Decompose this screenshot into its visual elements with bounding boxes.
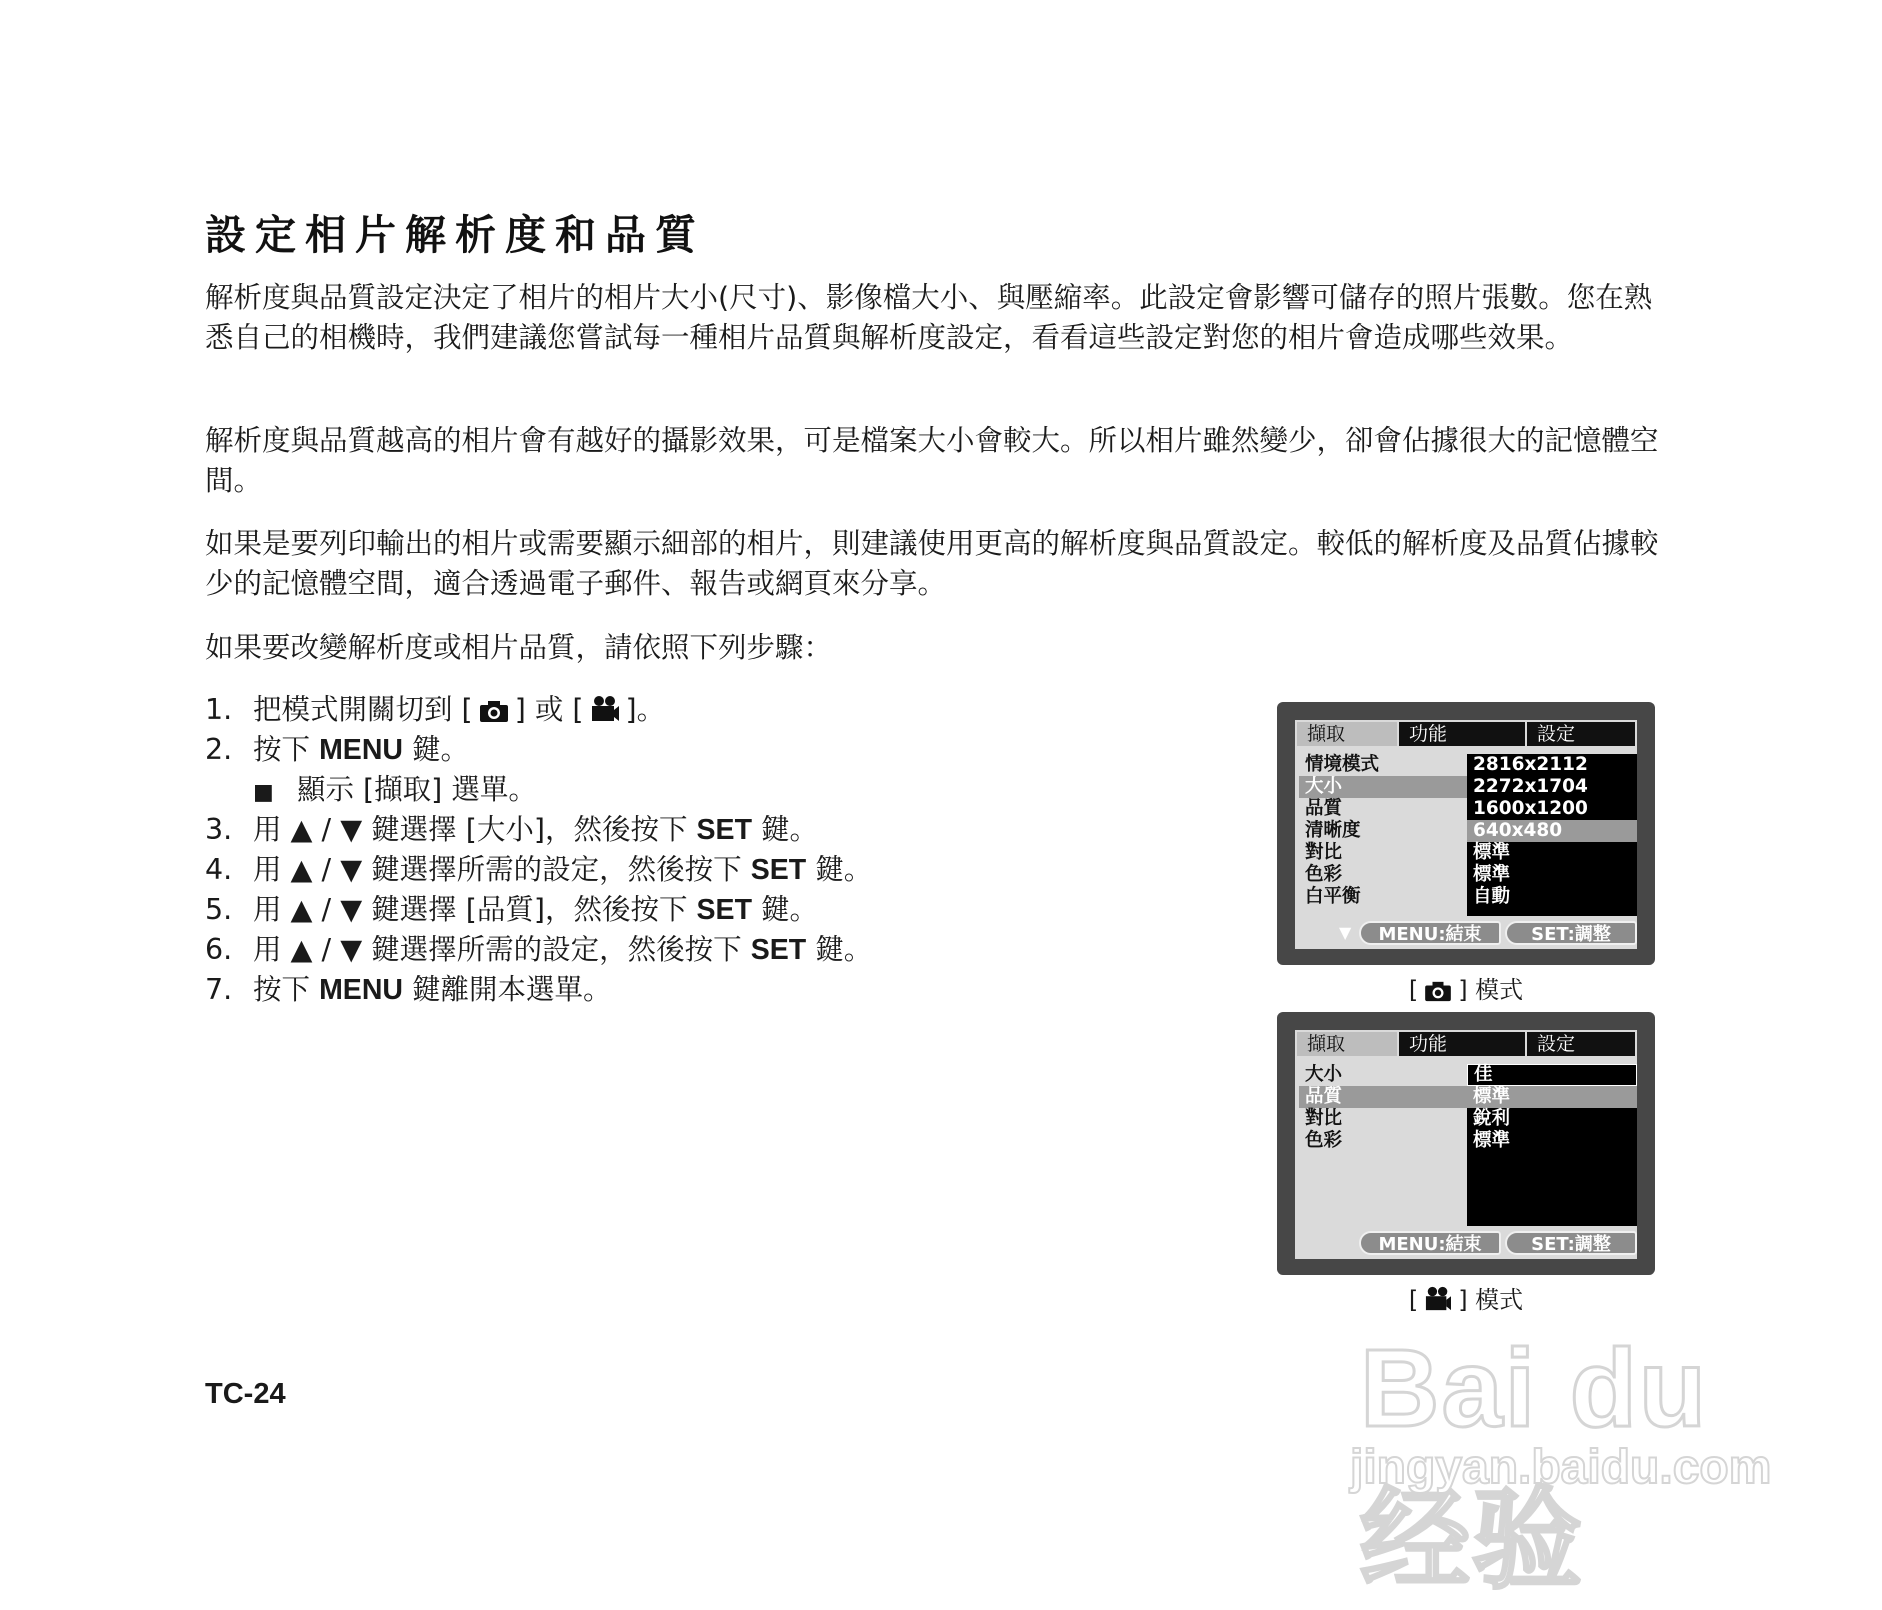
menu-item-size[interactable]: 大小 xyxy=(1299,776,1467,798)
caption-photo-mode xyxy=(1277,970,1655,1008)
step-text: 按下 xyxy=(253,973,320,1006)
menu-key-label: MENU xyxy=(319,974,403,1006)
set-key-label: SET xyxy=(750,854,807,886)
step-text: 鍵。 xyxy=(751,813,819,846)
menu-exit-hint: MENU:結束 xyxy=(1359,1231,1501,1255)
menu-tabs xyxy=(1295,1030,1637,1060)
paragraph-intro: 解析度與品質設定決定了相片的相片大小(尺寸)、影像檔大小、與壓縮率。此設定會影響可儲存的照片張數。您在熟悉自己的相機時，我們建議您嘗試每一種相片品質與解析度設定，看看這些設定對您的相片會造成哪些效果。 xyxy=(205,281,1653,354)
camera-lcd-video-mode xyxy=(1277,1012,1655,1275)
step-text: 鍵。 xyxy=(806,853,873,886)
option-640x480[interactable]: 640x480 xyxy=(1467,820,1637,842)
menu-item-contrast[interactable]: 對比 xyxy=(1305,1108,1343,1129)
step-number: 5. xyxy=(205,893,233,926)
step-5 xyxy=(205,890,1205,930)
step-number: 1. xyxy=(205,693,233,726)
step-text: 鍵離開本選單。 xyxy=(402,973,612,1006)
paragraph-quality: 解析度與品質越高的相片會有越好的攝影效果，可是檔案大小會較大。所以相片雖然變少，卻會佔據很大的記憶體空間。 xyxy=(205,424,1659,497)
step-text: 把模式開關切到 [ xyxy=(253,693,473,726)
step-number: 6. xyxy=(205,933,233,966)
step-text: 鍵。 xyxy=(751,893,819,926)
menu-item-size[interactable]: 大小 xyxy=(1305,1064,1343,1085)
menu-item-quality[interactable]: 品質 xyxy=(1299,1086,1467,1108)
tab-capture[interactable]: 擷取 xyxy=(1297,722,1397,746)
menu-footer xyxy=(1295,1229,1637,1259)
menu-panel xyxy=(1295,720,1637,949)
option-contrast-value: 銳利 xyxy=(1473,1108,1511,1129)
step-3 xyxy=(205,810,1205,850)
menu-option-list xyxy=(1467,754,1637,916)
option-size-value[interactable]: 佳 xyxy=(1467,1064,1637,1086)
step-text: 鍵。 xyxy=(402,733,470,766)
camera-icon xyxy=(479,694,509,734)
step-6 xyxy=(205,930,1205,970)
step-number: 2. xyxy=(205,733,233,766)
step-2 xyxy=(205,730,1205,770)
baidu-watermark xyxy=(1350,1300,1790,1602)
step-7 xyxy=(205,970,1205,1010)
step-text: 用 ▲ / ▼ 鍵選擇 [品質]，然後按下 xyxy=(253,893,697,926)
step-number: 4. xyxy=(205,853,233,886)
watermark-url: jingyan.baidu.com xyxy=(1350,1441,1772,1494)
menu-key-label: MENU xyxy=(319,734,403,766)
option-2272x1704[interactable]: 2272x1704 xyxy=(1473,776,1588,797)
step-2-result xyxy=(205,770,1205,810)
step-number: 3. xyxy=(205,813,233,846)
step-4 xyxy=(205,850,1205,890)
menu-item-white-balance[interactable]: 白平衡 xyxy=(1305,886,1361,907)
step-text: ]。 xyxy=(625,693,666,726)
caption-text: ] 模式 xyxy=(1458,976,1524,1004)
tab-function[interactable]: 功能 xyxy=(1399,1032,1525,1056)
paragraph-steps-intro: 如果要改變解析度或相片品質，請依照下列步驟： xyxy=(205,631,833,664)
tab-setup[interactable]: 設定 xyxy=(1527,722,1635,746)
paragraph-recommendation: 如果是要列印輸出的相片或需要顯示細部的相片，則建議使用更高的解析度與品質設定。較低的解析度及品質佔據較少的記憶體空間，適合透過電子郵件、報告或網頁來分享。 xyxy=(205,527,1659,600)
set-adjust-hint: SET:調整 xyxy=(1505,921,1637,945)
set-key-label: SET xyxy=(750,934,807,966)
option-white-balance-value: 自動 xyxy=(1473,886,1511,907)
menu-item-color[interactable]: 色彩 xyxy=(1305,1130,1343,1151)
video-camera-icon xyxy=(590,694,620,734)
page-number: TC-24 xyxy=(205,1378,286,1410)
menu-item-color[interactable]: 色彩 xyxy=(1305,864,1343,885)
page-title: 設定相片解析度和品質 xyxy=(205,211,705,259)
tab-capture[interactable]: 擷取 xyxy=(1297,1032,1397,1056)
camera-lcd-photo-mode xyxy=(1277,702,1655,965)
step-1 xyxy=(205,690,1205,730)
menu-item-list xyxy=(1299,754,1467,908)
caption-bracket: [ xyxy=(1408,1286,1419,1314)
step-text: 用 ▲ / ▼ 鍵選擇所需的設定，然後按下 xyxy=(253,933,751,966)
menu-item-scene-mode[interactable]: 情境模式 xyxy=(1305,754,1380,775)
option-color-value: 標準 xyxy=(1473,864,1511,885)
menu-item-quality[interactable]: 品質 xyxy=(1305,798,1343,819)
menu-tabs xyxy=(1295,720,1637,750)
step-number: 7. xyxy=(205,973,233,1006)
set-key-label: SET xyxy=(696,814,752,846)
step-text: 用 ▲ / ▼ 鍵選擇所需的設定，然後按下 xyxy=(253,853,751,886)
option-color-value: 標準 xyxy=(1473,1130,1511,1151)
option-quality-value[interactable]: 標準 xyxy=(1467,1086,1637,1108)
step-text: 鍵。 xyxy=(806,933,873,966)
menu-footer xyxy=(1295,919,1637,949)
watermark-brand: Bai du 经验 xyxy=(1360,1327,1709,1602)
option-2816x2112[interactable]: 2816x2112 xyxy=(1473,754,1588,775)
set-adjust-hint: SET:調整 xyxy=(1505,1231,1637,1255)
menu-item-list xyxy=(1299,1064,1467,1152)
menu-option-list xyxy=(1467,1064,1637,1226)
caption-bracket: [ xyxy=(1408,976,1419,1004)
step-text: 顯示 [擷取] 選單。 xyxy=(297,773,537,806)
menu-item-contrast[interactable]: 對比 xyxy=(1305,842,1343,863)
set-key-label: SET xyxy=(696,894,752,926)
menu-panel xyxy=(1295,1030,1637,1259)
scroll-down-icon: ▼ xyxy=(1339,923,1352,942)
menu-exit-hint: MENU:結束 xyxy=(1359,921,1501,945)
steps-list xyxy=(205,690,1205,1010)
menu-item-sharpness[interactable]: 清晰度 xyxy=(1305,820,1361,841)
caption-text: ] 模式 xyxy=(1458,1286,1524,1314)
step-text: 按下 xyxy=(253,733,320,766)
bullet-icon: ■ xyxy=(253,780,274,805)
tab-setup[interactable]: 設定 xyxy=(1527,1032,1635,1056)
option-contrast-value: 標準 xyxy=(1473,842,1511,863)
step-text: 用 ▲ / ▼ 鍵選擇 [大小]，然後按下 xyxy=(253,813,697,846)
tab-function[interactable]: 功能 xyxy=(1399,722,1525,746)
option-1600x1200[interactable]: 1600x1200 xyxy=(1473,798,1588,819)
camera-icon xyxy=(1424,980,1452,1008)
step-text: ] 或 [ xyxy=(514,693,584,726)
